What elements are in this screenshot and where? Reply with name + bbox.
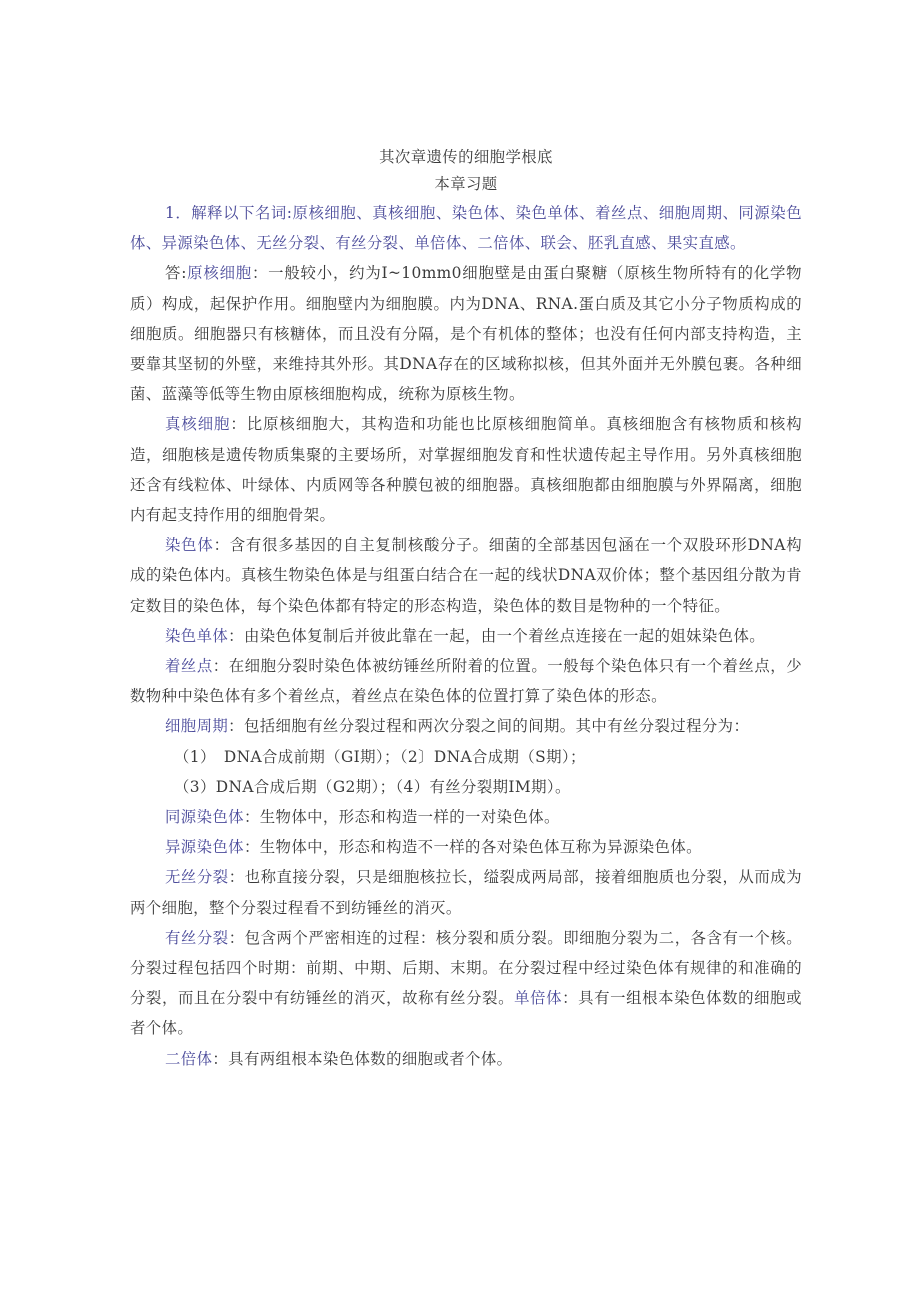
term-mitosis: 有丝分裂 <box>165 928 229 947</box>
document-subtitle: 本章习题 <box>434 175 498 193</box>
definition-cell-cycle: ：包括细胞有丝分裂过程和两次分裂之间的间期。其中有丝分裂过程分为： <box>228 717 750 736</box>
paragraph-chromatid <box>130 621 802 651</box>
definition-haploid: ：具有一组根本染色体数的细胞或者个体。 <box>130 989 802 1038</box>
definition-centromere: ：在细胞分裂时染色体被纺锤丝所附着的位置。一般每个染色体只有一个着丝点，少数物种中染色体有多个着丝点，着丝点在染色体的位置打算了染色体的形态。 <box>130 657 802 706</box>
definition-mitosis: ：包含两个严密相连的过程：核分裂和质分裂。即细胞分裂为二，各含有一个核。分裂过程包括四个时期：前期、中期、后期、末期。在分裂过程中经过染色体有规律的和准确的分裂，而且在分裂中有纺锤丝的消灭，故称有丝分裂。 <box>130 928 802 1008</box>
paragraph-mitosis <box>130 923 802 1044</box>
question-text: 1．解释以下名词:原核细胞、真核细胞、染色体、染色单体、着丝点、细胞周期、同源染色体、异源染色体、无丝分裂、有丝分裂、单倍体、二倍体、联会、胚乳直感、果实直感。 <box>130 204 802 253</box>
term-homologous: 同源染色体 <box>165 808 244 827</box>
term-haploid: 单倍体 <box>514 989 563 1008</box>
term-heterologous: 异源染色体 <box>165 838 244 857</box>
paragraph-diploid <box>130 1044 802 1074</box>
term-eukaryote: 真核细胞 <box>165 415 231 434</box>
cell-cycle-phases-line-1: （1） DNA合成前期（GI期）；（2〕DNA合成期（S期）； <box>174 747 586 766</box>
definition-diploid: ：具有两组根本染色体数的细胞或者个体。 <box>212 1049 513 1068</box>
paragraph-cell-cycle <box>130 711 802 741</box>
cell-cycle-phases-line-2: （3）DNA合成后期（G2期）；（4）有丝分裂期IM期）。 <box>174 777 571 796</box>
definition-chromatid: ：由染色体复制后并彼此靠在一起，由一个着丝点连接在一起的姐妹染色体。 <box>228 626 766 645</box>
term-centromere: 着丝点 <box>165 657 213 676</box>
term-cell-cycle: 细胞周期 <box>165 717 229 736</box>
definition-amitosis: ：也称直接分裂，只是细胞核拉长，缢裂成两局部，接着细胞质也分裂，从而成为两个细胞，整个分裂过程看不到纺锤丝的消灭。 <box>130 868 802 917</box>
term-amitosis: 无丝分裂 <box>165 868 229 887</box>
paragraph-heterologous <box>130 832 802 862</box>
paragraph-centromere <box>130 651 802 711</box>
definition-chromosome: ：含有很多基因的自主复制核酸分子。细菌的全部基因包涵在一个双股环形DNA构成的染色体内。真核生物染色体是与组蛋白结合在一起的线状DNA双价体；整个基因组分散为肯定数目的染色体，每个染色体都有特定的形态构造，染色体的数目是物种的一个特征。 <box>130 536 802 615</box>
document-title: 其次章遗传的细胞学根底 <box>379 148 553 166</box>
definition-homologous: ：生物体中，形态和构造一样的一对染色体。 <box>243 808 560 827</box>
paragraph-amitosis <box>130 862 802 922</box>
question-paragraph <box>130 198 802 258</box>
paragraph-homologous <box>130 802 802 832</box>
paragraph-eukaryote <box>130 409 802 530</box>
answer-prefix: 答: <box>165 264 187 283</box>
term-chromosome: 染色体 <box>165 536 214 555</box>
term-diploid: 二倍体 <box>165 1049 213 1068</box>
answer-paragraph-prokaryote <box>130 258 802 409</box>
term-prokaryote: 原核细胞 <box>186 264 252 283</box>
term-chromatid: 染色单体 <box>165 626 229 645</box>
paragraph-chromosome <box>130 530 802 621</box>
definition-heterologous: ：生物体中，形态和构造不一样的各对染色体互称为异源染色体。 <box>243 838 702 857</box>
document-page <box>130 144 802 1074</box>
definition-prokaryote: ：一般较小，约为I~10mm0细胞壁是由蛋白聚糖（原核生物所特有的化学物质）构成，起保护作用。细胞壁内为细胞膜。内为DNA、RNA.蛋白质及其它小分子物质构成的细胞质。细胞器只有核糖体，而且没有分隔，是个有机体的整体；也没有任何内部支持构造，主要靠其坚韧的外壁，来维持其外形。其DNA存在的区域称拟核，但其外面并无外膜包裹。各种细菌、蓝藻等低等生物由原核细胞构成，统称为原核生物。 <box>130 264 802 404</box>
definition-eukaryote: ：比原核细胞大，其构造和功能也比原核细胞简单。真核细胞含有核物质和核构造，细胞核是遗传物质集聚的主要场所，对掌握细胞发育和性状遗传起主导作用。另外真核细胞还含有线粒体、叶绿体、内质网等各种膜包被的细胞器。真核细胞都由细胞膜与外界隔离，细胞内有起支持作用的细胞骨架。 <box>130 415 802 525</box>
